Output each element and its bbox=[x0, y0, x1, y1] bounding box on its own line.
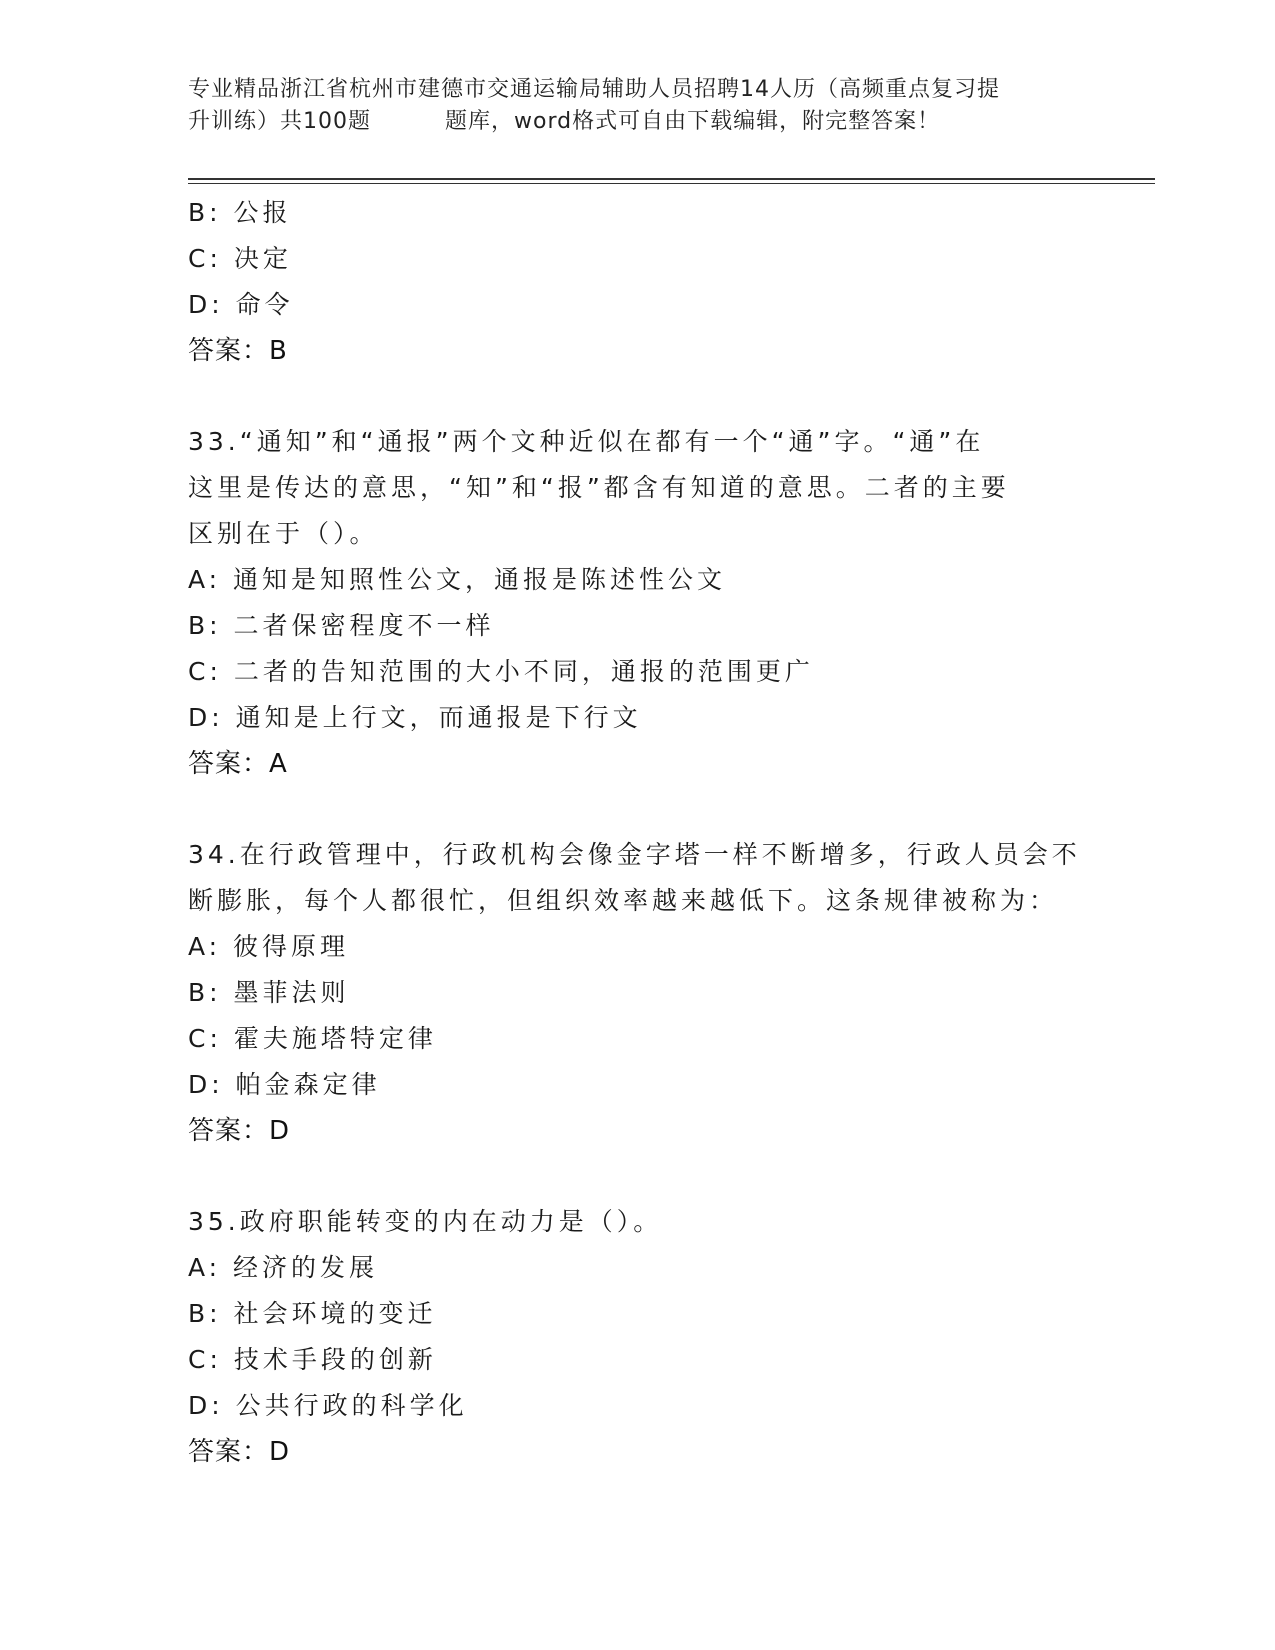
header-line-2-start: 升训练）共100题 bbox=[188, 109, 371, 134]
question-text-line: 34.在行政管理中，行政机构会像金字塔一样不断增多，行政人员会不 bbox=[188, 840, 1081, 869]
option-c: C: 二者的告知范围的大小不同，通报的范围更广 bbox=[188, 657, 814, 686]
answer-line: 答案：B bbox=[188, 336, 288, 366]
option-d: D: 帕金森定律 bbox=[188, 1070, 381, 1099]
header-line-2-end: 题库，word格式可自由下载编辑，附完整答案！ bbox=[445, 109, 941, 134]
option-b: B: 社会环境的变迁 bbox=[188, 1299, 437, 1328]
question-block-prev bbox=[188, 190, 1088, 374]
answer-line: 答案：A bbox=[188, 749, 288, 779]
header-divider-thin bbox=[188, 183, 1155, 184]
header-line-2 bbox=[188, 106, 1088, 138]
question-block-33 bbox=[188, 419, 1088, 787]
question-block-35 bbox=[188, 1199, 1088, 1475]
question-text-line: 33.“通知”和“通报”两个文种近似在都有一个“通”字。“通”在 bbox=[188, 427, 985, 456]
option-a: A: 经济的发展 bbox=[188, 1253, 379, 1282]
question-text-line: 区别在于（）。 bbox=[188, 519, 379, 548]
answer-line: 答案：D bbox=[188, 1437, 291, 1467]
question-text-line: 35.政府职能转变的内在动力是（）。 bbox=[188, 1207, 663, 1236]
option-b: B: 墨菲法则 bbox=[188, 978, 350, 1007]
document-header bbox=[188, 74, 1088, 138]
header-line-1: 专业精品浙江省杭州市建德市交通运输局辅助人员招聘14人历（高频重点复习提 bbox=[188, 77, 1000, 102]
question-block-34 bbox=[188, 832, 1088, 1154]
answer-line: 答案：D bbox=[188, 1116, 291, 1146]
option-c: C: 决定 bbox=[188, 244, 292, 273]
document-body bbox=[188, 190, 1088, 1475]
option-c: C: 技术手段的创新 bbox=[188, 1345, 437, 1374]
option-a: A: 彼得原理 bbox=[188, 932, 350, 961]
option-d: D: 公共行政的科学化 bbox=[188, 1391, 468, 1420]
option-d: D: 通知是上行文，而通报是下行文 bbox=[188, 703, 642, 732]
question-text-line: 这里是传达的意思，“知”和“报”都含有知道的意思。二者的主要 bbox=[188, 473, 1010, 502]
option-d: D: 命令 bbox=[188, 290, 294, 319]
option-b: B: 公报 bbox=[188, 198, 292, 227]
question-text-line: 断膨胀，每个人都很忙，但组织效率越来越低下。这条规律被称为： bbox=[188, 886, 1059, 915]
option-c: C: 霍夫施塔特定律 bbox=[188, 1024, 437, 1053]
header-divider-thick bbox=[188, 178, 1155, 180]
option-b: B: 二者保密程度不一样 bbox=[188, 611, 495, 640]
option-a: A: 通知是知照性公文，通报是陈述性公文 bbox=[188, 565, 727, 594]
